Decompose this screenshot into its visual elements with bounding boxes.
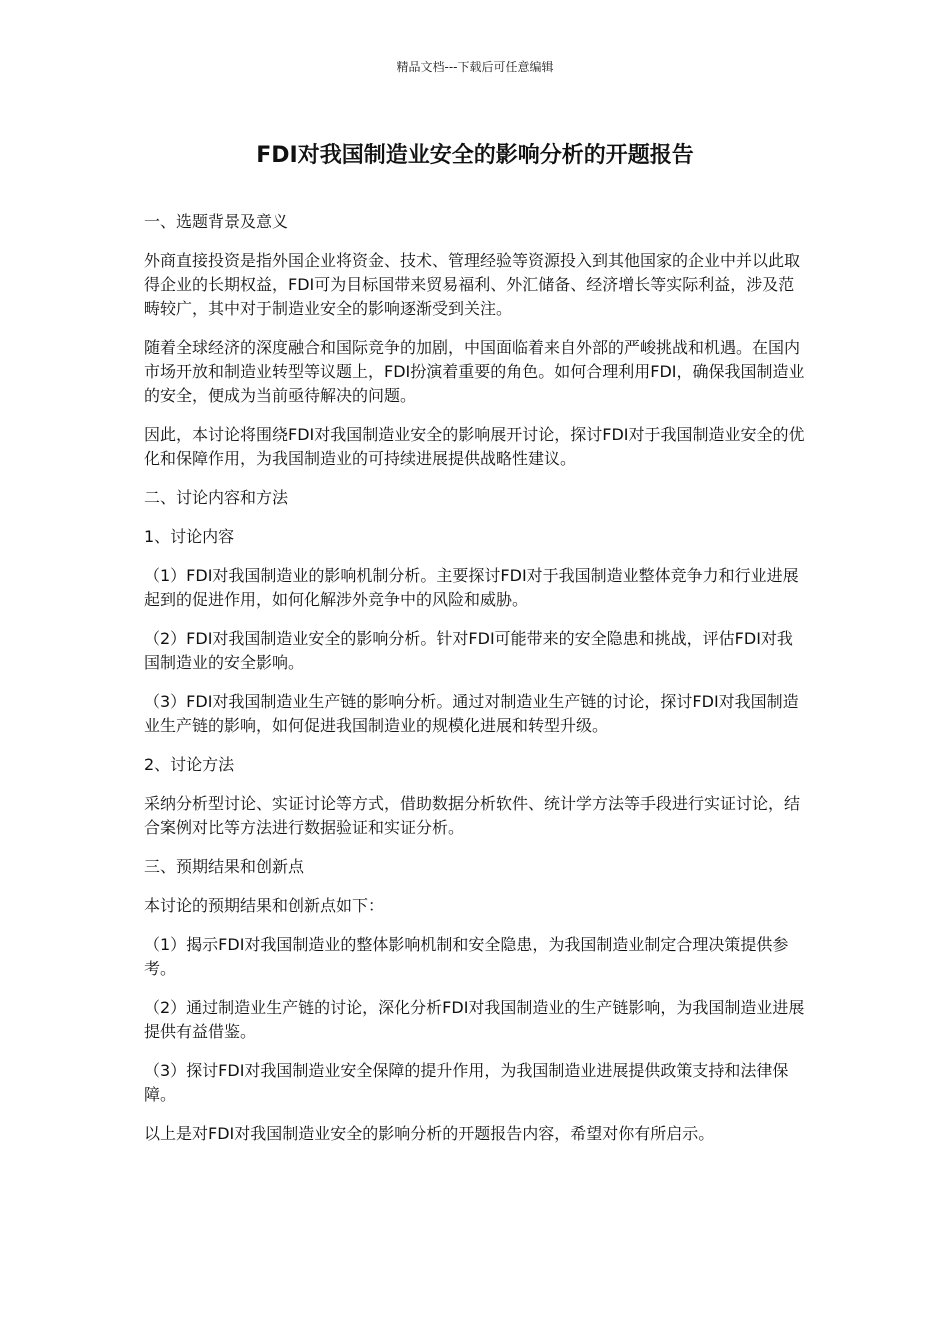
- result-item-2: （2）通过制造业生产链的讨论，深化分析FDI对我国制造业的生产链影响，为我国制造业进展提供有益借鉴。: [144, 998, 805, 1041]
- content-item-2: （2）FDI对我国制造业安全的影响分析。针对FDI可能带来的安全隐患和挑战，评估FDI对我国制造业的安全影响。: [144, 629, 793, 672]
- document-title: FDI对我国制造业安全的影响分析的开题报告: [256, 143, 694, 168]
- result-item-3: （3）探讨FDI对我国制造业安全保障的提升作用，为我国制造业进展提供政策支持和法律保障。: [144, 1061, 789, 1104]
- paragraph-research-purpose: 因此，本讨论将围绕FDI对我国制造业安全的影响展开讨论，探讨FDI对于我国制造业安全的优化和保障作用，为我国制造业的可持续进展提供战略性建议。: [144, 425, 805, 468]
- document-body: [144, 210, 808, 1161]
- content-item-1: （1）FDI对我国制造业的影响机制分析。主要探讨FDI对于我国制造业整体竞争力和行业进展起到的促进作用，如何化解涉外竞争中的风险和威胁。: [144, 566, 799, 609]
- header-note: 精品文档---下载后可任意编辑: [396, 60, 554, 74]
- paragraph-conclusion: 以上是对FDI对我国制造业安全的影响分析的开题报告内容，希望对你有所启示。: [144, 1124, 715, 1143]
- section-heading-content-methods: 二、讨论内容和方法: [144, 488, 289, 507]
- paragraph-results-intro: 本讨论的预期结果和创新点如下：: [144, 896, 385, 915]
- paragraph-fdi-definition: 外商直接投资是指外国企业将资金、技术、管理经验等资源投入到其他国家的企业中并以此取得企业的长期权益，FDI可为目标国带来贸易福利、外汇储备、经济增长等实际利益，涉及范畴较广，其中对于制造业安全的影响逐渐受到关注。: [144, 251, 801, 318]
- section-heading-background: 一、选题背景及意义: [144, 212, 289, 231]
- subsection-heading-methods: 2、讨论方法: [144, 755, 235, 774]
- paragraph-global-context: 随着全球经济的深度融合和国际竞争的加剧，中国面临着来自外部的严峻挑战和机遇。在国内市场开放和制造业转型等议题上，FDI扮演着重要的角色。如何合理利用FDI，确保我国制造业的安全，便成为当前亟待解决的问题。: [144, 338, 805, 405]
- subsection-heading-content: 1、讨论内容: [144, 527, 235, 546]
- paragraph-methods: 采纳分析型讨论、实证讨论等方式，借助数据分析软件、统计学方法等手段进行实证讨论，结合案例对比等方法进行数据验证和实证分析。: [144, 794, 801, 837]
- result-item-1: （1）揭示FDI对我国制造业的整体影响机制和安全隐患，为我国制造业制定合理决策提供参考。: [144, 935, 789, 978]
- content-item-3: （3）FDI对我国制造业生产链的影响分析。通过对制造业生产链的讨论，探讨FDI对我国制造业生产链的影响，如何促进我国制造业的规模化进展和转型升级。: [144, 692, 799, 735]
- section-heading-expected-results: 三、预期结果和创新点: [144, 857, 305, 876]
